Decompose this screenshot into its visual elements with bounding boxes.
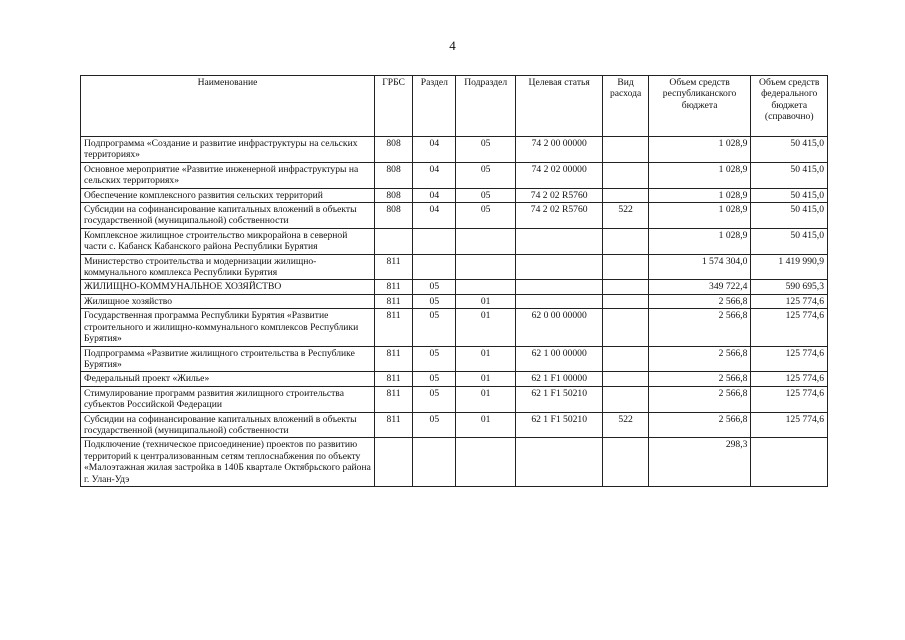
cell-razdel: 04: [413, 162, 456, 188]
cell-vid: [603, 346, 648, 372]
header-row: [81, 76, 828, 137]
cell-rep: 349 722,4: [648, 280, 751, 294]
cell-grbs: 808: [374, 162, 412, 188]
cell-vid: [603, 438, 648, 487]
cell-podrazdel: 01: [456, 309, 515, 346]
cell-razdel: 05: [413, 309, 456, 346]
cell-grbs: 811: [374, 346, 412, 372]
cell-target: [515, 438, 603, 487]
cell-rep: 2 566,8: [648, 412, 751, 438]
cell-razdel: 05: [413, 280, 456, 294]
cell-fed: 125 774,6: [751, 386, 828, 412]
cell-rep: 2 566,8: [648, 294, 751, 308]
col-header-vid: Вид расхода: [603, 76, 648, 137]
cell-grbs: 811: [374, 386, 412, 412]
cell-vid: [603, 280, 648, 294]
table-row: [81, 386, 828, 412]
cell-vid: [603, 309, 648, 346]
cell-grbs: 808: [374, 188, 412, 202]
cell-rep: 1 028,9: [648, 228, 751, 254]
cell-podrazdel: 05: [456, 203, 515, 229]
col-header-podrazdel: Подраздел: [456, 76, 515, 137]
col-header-rep: Объем средств республиканского бюджета: [648, 76, 751, 137]
cell-target: [515, 254, 603, 280]
cell-vid: [603, 372, 648, 386]
cell-name: Обеспечение комплексного развития сельских территорий: [81, 188, 375, 202]
cell-razdel: [413, 228, 456, 254]
cell-rep: 1 028,9: [648, 203, 751, 229]
cell-razdel: [413, 254, 456, 280]
cell-target: [515, 294, 603, 308]
cell-vid: [603, 162, 648, 188]
cell-podrazdel: [456, 438, 515, 487]
cell-grbs: 811: [374, 254, 412, 280]
cell-name: Министерство строительства и модернизации жилищно-коммунального комплекса Республики Бурятия: [81, 254, 375, 280]
col-header-name: Наименование: [81, 76, 375, 137]
cell-vid: [603, 137, 648, 163]
col-header-target: Целевая статья: [515, 76, 603, 137]
cell-grbs: 811: [374, 309, 412, 346]
table-row: [81, 228, 828, 254]
cell-name: Государственная программа Республики Бурятия «Развитие строительного и жилищно-коммунального комплексов Республики Бурятия»: [81, 309, 375, 346]
cell-rep: 298,3: [648, 438, 751, 487]
cell-grbs: 811: [374, 372, 412, 386]
table-row: [81, 188, 828, 202]
cell-vid: 522: [603, 203, 648, 229]
cell-vid: [603, 228, 648, 254]
cell-grbs: 808: [374, 137, 412, 163]
table-row: [81, 137, 828, 163]
cell-grbs: 811: [374, 412, 412, 438]
cell-razdel: 04: [413, 203, 456, 229]
cell-fed: 50 415,0: [751, 162, 828, 188]
cell-name: Подпрограмма «Развитие жилищного строительства в Республике Бурятия»: [81, 346, 375, 372]
cell-podrazdel: 01: [456, 386, 515, 412]
table-row: [81, 346, 828, 372]
cell-name: Комплексное жилищное строительство микрорайона в северной части с. Кабанск Кабанского района Республики Бурятия: [81, 228, 375, 254]
cell-rep: 2 566,8: [648, 346, 751, 372]
table-row: [81, 162, 828, 188]
cell-fed: 125 774,6: [751, 294, 828, 308]
cell-target: 62 1 F1 00000: [515, 372, 603, 386]
cell-target: 74 2 02 R5760: [515, 203, 603, 229]
cell-fed: 590 695,3: [751, 280, 828, 294]
cell-rep: 1 028,9: [648, 188, 751, 202]
cell-fed: 125 774,6: [751, 309, 828, 346]
cell-razdel: [413, 438, 456, 487]
cell-grbs: [374, 228, 412, 254]
table-row: [81, 203, 828, 229]
cell-vid: [603, 254, 648, 280]
cell-razdel: 05: [413, 294, 456, 308]
cell-fed: 125 774,6: [751, 346, 828, 372]
cell-name: Федеральный проект «Жилье»: [81, 372, 375, 386]
cell-name: Стимулирование программ развития жилищного строительства субъектов Российской Федерации: [81, 386, 375, 412]
cell-grbs: 811: [374, 280, 412, 294]
cell-target: 74 2 00 00000: [515, 137, 603, 163]
cell-podrazdel: 01: [456, 346, 515, 372]
cell-podrazdel: 01: [456, 412, 515, 438]
cell-podrazdel: 01: [456, 372, 515, 386]
cell-rep: 2 566,8: [648, 386, 751, 412]
cell-name: Подпрограмма «Создание и развитие инфраструктуры на сельских территориях»: [81, 137, 375, 163]
cell-vid: [603, 294, 648, 308]
cell-name: Субсидии на софинансирование капитальных вложений в объекты государственной (муниципальной) собственности: [81, 412, 375, 438]
cell-fed: 50 415,0: [751, 228, 828, 254]
cell-podrazdel: 05: [456, 188, 515, 202]
cell-podrazdel: [456, 280, 515, 294]
cell-vid: 522: [603, 412, 648, 438]
budget-table: [80, 75, 828, 487]
table-row: [81, 254, 828, 280]
cell-rep: 1 028,9: [648, 137, 751, 163]
cell-grbs: 811: [374, 294, 412, 308]
cell-target: 62 0 00 00000: [515, 309, 603, 346]
cell-target: 74 2 02 R5760: [515, 188, 603, 202]
cell-grbs: 808: [374, 203, 412, 229]
cell-vid: [603, 188, 648, 202]
cell-name: Жилищное хозяйство: [81, 294, 375, 308]
cell-fed: 50 415,0: [751, 188, 828, 202]
col-header-fed: Объем средств федерального бюджета (справочно): [751, 76, 828, 137]
cell-rep: 2 566,8: [648, 372, 751, 386]
cell-target: 74 2 02 00000: [515, 162, 603, 188]
table-row: [81, 294, 828, 308]
cell-podrazdel: 05: [456, 162, 515, 188]
cell-grbs: [374, 438, 412, 487]
cell-rep: 2 566,8: [648, 309, 751, 346]
cell-fed: 50 415,0: [751, 137, 828, 163]
cell-fed: 1 419 990,9: [751, 254, 828, 280]
cell-razdel: 05: [413, 372, 456, 386]
cell-podrazdel: 01: [456, 294, 515, 308]
cell-target: [515, 228, 603, 254]
col-header-grbs: ГРБС: [374, 76, 412, 137]
table-row: [81, 309, 828, 346]
cell-target: 62 1 F1 50210: [515, 412, 603, 438]
cell-fed: 50 415,0: [751, 203, 828, 229]
cell-razdel: 04: [413, 188, 456, 202]
cell-fed: 125 774,6: [751, 412, 828, 438]
cell-razdel: 05: [413, 346, 456, 372]
cell-fed: [751, 438, 828, 487]
page-number: 4: [449, 38, 456, 53]
cell-target: [515, 280, 603, 294]
cell-razdel: 05: [413, 386, 456, 412]
table-row: [81, 438, 828, 487]
cell-podrazdel: [456, 228, 515, 254]
cell-fed: 125 774,6: [751, 372, 828, 386]
table-row: [81, 280, 828, 294]
table-row: [81, 412, 828, 438]
cell-name: Субсидии на софинансирование капитальных вложений в объекты государственной (муниципальной) собственности: [81, 203, 375, 229]
cell-target: 62 1 F1 50210: [515, 386, 603, 412]
cell-razdel: 04: [413, 137, 456, 163]
cell-name: Основное мероприятие «Развитие инженерной инфраструктуры на сельских территориях»: [81, 162, 375, 188]
cell-name: ЖИЛИЩНО-КОММУНАЛЬНОЕ ХОЗЯЙСТВО: [81, 280, 375, 294]
cell-rep: 1 574 304,0: [648, 254, 751, 280]
col-header-razdel: Раздел: [413, 76, 456, 137]
table-row: [81, 372, 828, 386]
cell-rep: 1 028,9: [648, 162, 751, 188]
cell-target: 62 1 00 00000: [515, 346, 603, 372]
cell-vid: [603, 386, 648, 412]
cell-name: Подключение (техническое присоединение) проектов по развитию территорий к централизованным сетям теплоснабжения по объекту «Малоэтажная жилая застройка в 140Б квартале Октябрьского района г. Улан-Удэ: [81, 438, 375, 487]
cell-podrazdel: 05: [456, 137, 515, 163]
cell-podrazdel: [456, 254, 515, 280]
cell-razdel: 05: [413, 412, 456, 438]
